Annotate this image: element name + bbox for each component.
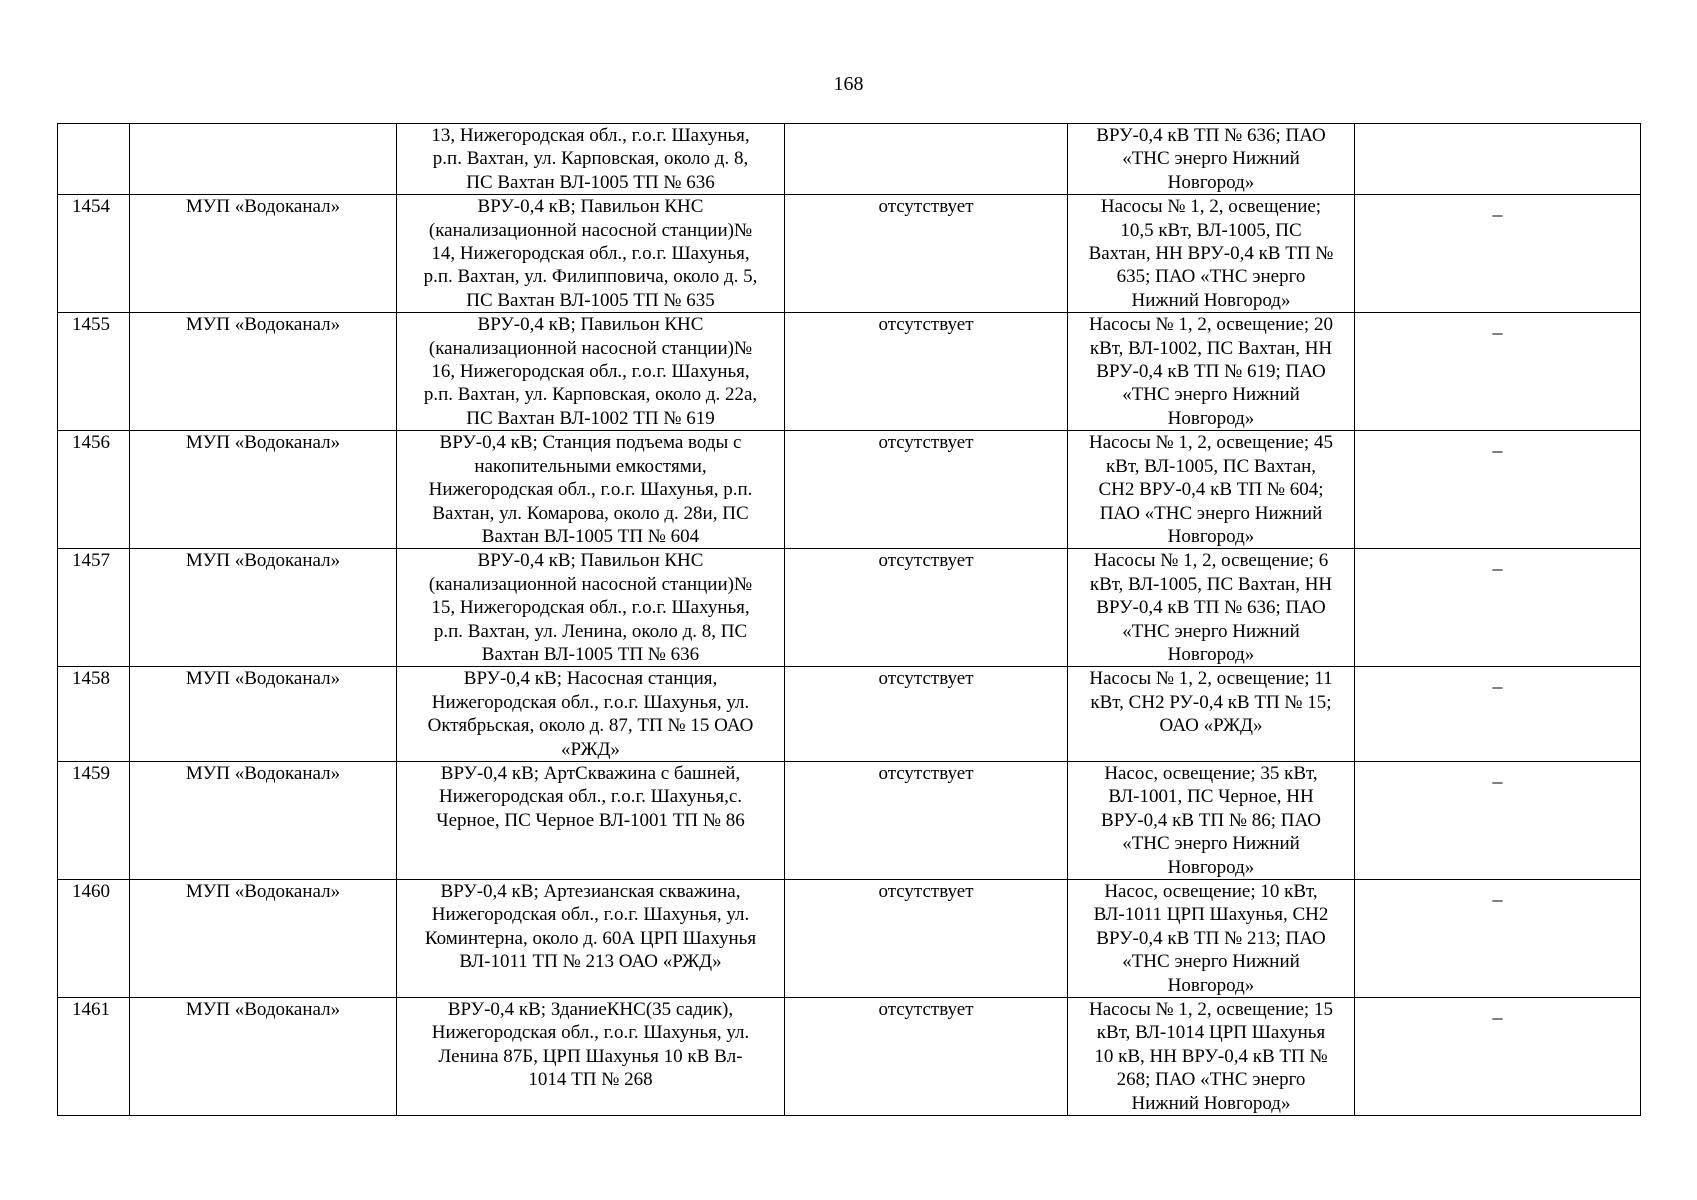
power-supply-cell-line: «ТНС энерго Нижний <box>1122 148 1300 170</box>
power-supply-cell-line: 10 кВ, НН ВРУ-0,4 кВ ТП № <box>1094 1045 1328 1067</box>
location-cell-line: Нижегородская обл., г.о.г. Шахунья, ул. <box>431 1022 750 1044</box>
location-cell-line: 15, Нижегородская обл., г.о.г. Шахунья, <box>431 597 750 619</box>
power-supply-cell-line: «ТНС энерго Нижний <box>1122 384 1300 406</box>
location-cell-line: накопительными емкостями, <box>474 455 707 477</box>
power-supply-cell-line: Новгород» <box>1167 974 1255 996</box>
row-number-cell: 1456 <box>58 431 130 549</box>
power-supply-cell-line: ВРУ-0,4 кВ ТП № 86; ПАО <box>1101 809 1321 831</box>
location-cell-line: Вахтан ВЛ-1005 ТП № 604 <box>481 525 700 547</box>
owner-cell: МУП «Водоканал» <box>130 998 397 1116</box>
location-cell-line: ВРУ-0,4 кВ; Павильон КНС <box>477 314 704 336</box>
power-supply-cell-line: кВт, ВЛ-1005, ПС Вахтан, НН <box>1089 573 1333 595</box>
owner-cell <box>130 124 397 195</box>
table-row <box>58 880 1641 998</box>
status-cell: отсутствует <box>785 431 1068 549</box>
location-cell-line: 13, Нижегородская обл., г.о.г. Шахунья, <box>431 125 750 146</box>
power-supply-cell-line: Насосы № 1, 2, освещение; <box>1100 196 1322 218</box>
location-cell-line: ПС Вахтан ВЛ-1002 ТП № 619 <box>466 407 715 429</box>
power-supply-cell-line: ВЛ-1011 ЦРП Шахунья, СН2 <box>1093 904 1329 926</box>
table-row <box>58 998 1641 1116</box>
power-supply-cell-line: Новгород» <box>1167 856 1255 878</box>
location-cell <box>397 761 785 879</box>
status-cell: отсутствует <box>785 195 1068 313</box>
power-supply-cell-line: Насосы № 1, 2, освещение; 15 <box>1089 999 1333 1021</box>
location-cell-line: ВРУ-0,4 кВ; Станция подъема воды с <box>439 432 742 454</box>
power-supply-cell-line: 635; ПАО «ТНС энерго <box>1116 266 1306 288</box>
location-cell-line: р.п. Вахтан, ул. Карповская, около д. 8, <box>432 148 749 170</box>
extra-cell: _ <box>1355 431 1641 549</box>
power-supply-cell-line: ВРУ-0,4 кВ ТП № 619; ПАО <box>1096 361 1326 383</box>
power-supply-cell-line: Новгород» <box>1167 643 1255 665</box>
power-supply-cell-line: ПАО «ТНС энерго Нижний <box>1099 502 1323 524</box>
power-supply-cell-line: Нижний Новгород» <box>1131 1092 1291 1114</box>
location-cell-line: ВРУ-0,4 кВ; Артезианская скважина, <box>440 881 741 902</box>
location-cell-line: Коминтерна, около д. 60А ЦРП Шахунья <box>424 927 757 949</box>
owner-cell: МУП «Водоканал» <box>130 195 397 313</box>
table-row <box>58 761 1641 879</box>
location-cell <box>397 195 785 313</box>
location-cell-line: Октябрьская, около д. 87, ТП № 15 ОАО <box>427 715 754 737</box>
row-number-cell: 1460 <box>58 880 130 998</box>
power-supply-cell-line: «ТНС энерго Нижний <box>1122 951 1300 973</box>
power-supply-cell-line: Нижний Новгород» <box>1131 289 1291 311</box>
row-number-cell <box>58 124 130 195</box>
power-supply-cell-line: Насос, освещение; 10 кВт, <box>1104 881 1318 902</box>
status-cell <box>785 124 1068 195</box>
table-row <box>58 124 1641 195</box>
owner-cell: МУП «Водоканал» <box>130 549 397 667</box>
power-supply-cell-line: кВт, СН2 РУ-0,4 кВ ТП № 15; <box>1090 691 1332 713</box>
owner-cell: МУП «Водоканал» <box>130 667 397 762</box>
power-supply-cell-line: «ТНС энерго Нижний <box>1122 833 1300 855</box>
extra-cell: _ <box>1355 880 1641 998</box>
power-supply-cell <box>1068 549 1355 667</box>
power-supply-cell <box>1068 431 1355 549</box>
power-supply-cell <box>1068 761 1355 879</box>
registry-table-body <box>58 124 1641 1116</box>
power-supply-cell <box>1068 880 1355 998</box>
table-row <box>58 549 1641 667</box>
location-cell-line: ВРУ-0,4 кВ; АртСкважина с башней, <box>440 762 741 784</box>
location-cell-line: ВЛ-1011 ТП № 213 ОАО «РЖД» <box>459 951 722 973</box>
location-cell <box>397 998 785 1116</box>
power-supply-cell-line: Насос, освещение; 35 кВт, <box>1104 762 1318 784</box>
owner-cell: МУП «Водоканал» <box>130 880 397 998</box>
power-supply-cell-line: «ТНС энерго Нижний <box>1122 620 1300 642</box>
power-supply-cell-line: Новгород» <box>1167 525 1255 547</box>
location-cell-line: Нижегородская обл., г.о.г. Шахунья,с. <box>438 786 743 808</box>
location-cell-line: ВРУ-0,4 кВ; ЗданиеКНС(35 садик), <box>447 999 734 1021</box>
location-cell <box>397 431 785 549</box>
power-supply-cell-line: кВт, ВЛ-1005, ПС Вахтан, <box>1105 455 1317 477</box>
table-row <box>58 431 1641 549</box>
status-cell: отсутствует <box>785 761 1068 879</box>
location-cell-line: ВРУ-0,4 кВ; Павильон КНС <box>477 196 704 218</box>
owner-cell: МУП «Водоканал» <box>130 431 397 549</box>
location-cell-line: р.п. Вахтан, ул. Ленина, около д. 8, ПС <box>433 620 748 642</box>
location-cell-line: р.п. Вахтан, ул. Карповская, около д. 22а, <box>423 384 758 406</box>
row-number-cell: 1458 <box>58 667 130 762</box>
table-row <box>58 667 1641 762</box>
location-cell-line: Нижегородская обл., г.о.г. Шахунья, ул. <box>431 691 750 713</box>
row-number-cell: 1455 <box>58 313 130 431</box>
power-supply-cell-line: Новгород» <box>1167 171 1255 193</box>
owner-cell: МУП «Водоканал» <box>130 313 397 431</box>
power-supply-cell-line: ВРУ-0,4 кВ ТП № 213; ПАО <box>1096 927 1326 949</box>
status-cell: отсутствует <box>785 549 1068 667</box>
location-cell-line: Нижегородская обл., г.о.г. Шахунья, ул. <box>431 904 750 926</box>
power-supply-cell-line: Насосы № 1, 2, освещение; 20 <box>1089 314 1333 336</box>
power-supply-cell <box>1068 195 1355 313</box>
power-supply-cell <box>1068 313 1355 431</box>
location-cell <box>397 667 785 762</box>
status-cell: отсутствует <box>785 313 1068 431</box>
location-cell-line: ВРУ-0,4 кВ; Павильон КНС <box>477 550 704 572</box>
status-cell: отсутствует <box>785 998 1068 1116</box>
extra-cell <box>1355 124 1641 195</box>
owner-cell: МУП «Водоканал» <box>130 761 397 879</box>
power-supply-cell-line: ВЛ-1001, ПС Черное, НН <box>1108 786 1314 808</box>
location-cell-line: (канализационной насосной станции)№ <box>428 573 753 595</box>
location-cell-line: 1014 ТП № 268 <box>528 1069 653 1091</box>
power-supply-cell-line: СН2 ВРУ-0,4 кВ ТП № 604; <box>1098 479 1324 501</box>
power-supply-cell-line: Вахтан, НН ВРУ-0,4 кВ ТП № <box>1088 243 1334 265</box>
power-supply-cell-line: Насосы № 1, 2, освещение; 45 <box>1089 432 1333 454</box>
power-supply-cell-line: Новгород» <box>1167 407 1255 429</box>
location-cell-line: р.п. Вахтан, ул. Филипповича, около д. 5, <box>423 266 758 288</box>
location-cell <box>397 880 785 998</box>
location-cell-line: Нижегородская обл., г.о.г. Шахунья, р.п. <box>428 479 753 501</box>
power-supply-cell-line: Насосы № 1, 2, освещение; 6 <box>1093 550 1329 572</box>
power-supply-cell <box>1068 124 1355 195</box>
location-cell <box>397 124 785 195</box>
power-supply-cell-line: кВт, ВЛ-1002, ПС Вахтан, НН <box>1089 337 1333 359</box>
power-supply-cell-line: ВРУ-0,4 кВ ТП № 636; ПАО <box>1096 125 1326 146</box>
power-supply-cell-line: Насосы № 1, 2, освещение; 11 <box>1089 668 1333 690</box>
row-number-cell: 1459 <box>58 761 130 879</box>
status-cell: отсутствует <box>785 667 1068 762</box>
power-supply-cell <box>1068 998 1355 1116</box>
row-number-cell: 1457 <box>58 549 130 667</box>
row-number-cell: 1454 <box>58 195 130 313</box>
row-number-cell: 1461 <box>58 998 130 1116</box>
location-cell-line: ПС Вахтан ВЛ-1005 ТП № 635 <box>466 289 715 311</box>
power-supply-cell-line: кВт, ВЛ-1014 ЦРП Шахунья <box>1096 1022 1326 1044</box>
location-cell-line: «РЖД» <box>561 738 620 760</box>
power-supply-cell-line: 10,5 кВт, ВЛ-1005, ПС <box>1120 219 1302 241</box>
page-number: 168 <box>833 73 864 95</box>
extra-cell: _ <box>1355 667 1641 762</box>
registry-table <box>57 123 1641 1116</box>
power-supply-cell-line: ВРУ-0,4 кВ ТП № 636; ПАО <box>1096 597 1326 619</box>
location-cell-line: ВРУ-0,4 кВ; Насосная станция, <box>463 668 718 690</box>
location-cell-line: Вахтан ВЛ-1005 ТП № 636 <box>481 643 700 665</box>
extra-cell: _ <box>1355 761 1641 879</box>
power-supply-cell <box>1068 667 1355 762</box>
location-cell-line: 16, Нижегородская обл., г.о.г. Шахунья, <box>431 361 750 383</box>
table-row <box>58 313 1641 431</box>
status-cell: отсутствует <box>785 880 1068 998</box>
table-row <box>58 195 1641 313</box>
location-cell-line: 14, Нижегородская обл., г.о.г. Шахунья, <box>431 243 750 265</box>
extra-cell: _ <box>1355 313 1641 431</box>
extra-cell: _ <box>1355 998 1641 1116</box>
location-cell-line: (канализационной насосной станции)№ <box>428 337 753 359</box>
location-cell <box>397 313 785 431</box>
location-cell-line: ПС Вахтан ВЛ-1005 ТП № 636 <box>466 171 715 193</box>
extra-cell: _ <box>1355 549 1641 667</box>
location-cell-line: (канализационной насосной станции)№ <box>428 219 753 241</box>
location-cell-line: Черное, ПС Черное ВЛ-1001 ТП № 86 <box>436 809 745 831</box>
location-cell <box>397 549 785 667</box>
power-supply-cell-line: 268; ПАО «ТНС энерго <box>1116 1069 1306 1091</box>
power-supply-cell-line: ОАО «РЖД» <box>1159 715 1263 737</box>
location-cell-line: Ленина 87Б, ЦРП Шахунья 10 кВ Вл- <box>438 1045 743 1067</box>
extra-cell: _ <box>1355 195 1641 313</box>
location-cell-line: Вахтан, ул. Комарова, около д. 28и, ПС <box>432 502 749 524</box>
